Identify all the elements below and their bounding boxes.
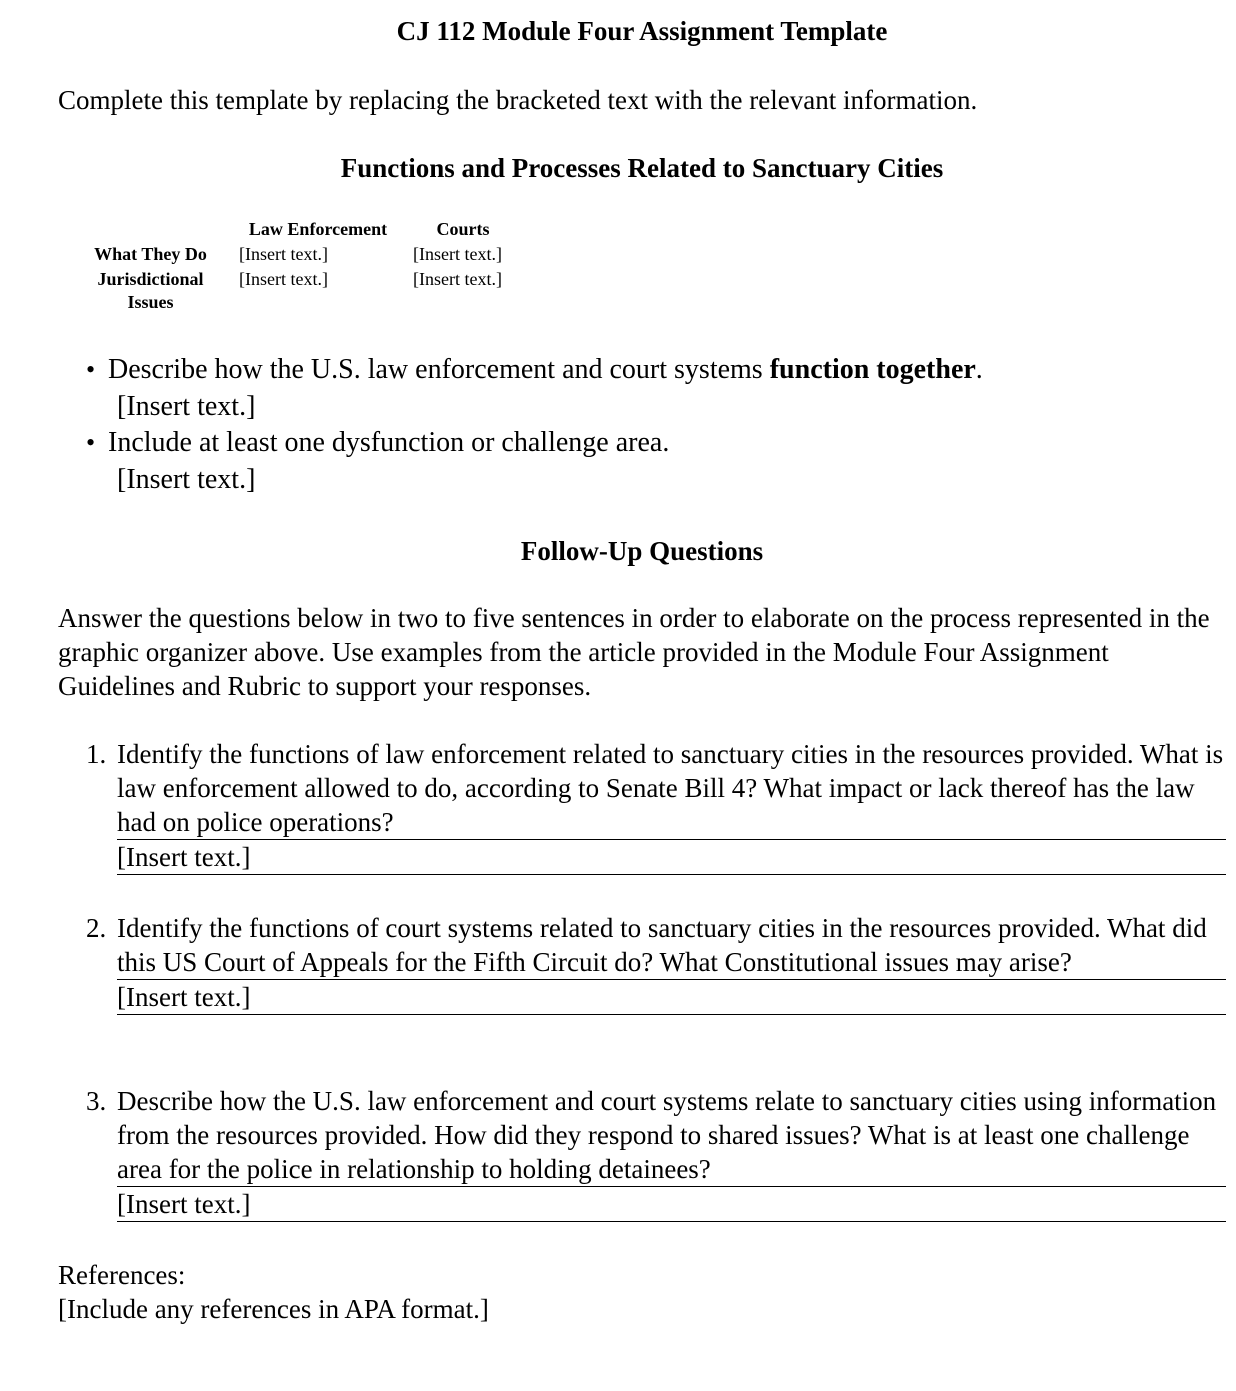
bullet-text [108, 354, 983, 385]
cell-law-enforcement-what-they-do[interactable]: [Insert text.] [239, 244, 328, 264]
question-number: 2. [86, 913, 107, 943]
prompt-bullet-list [86, 352, 1206, 498]
list-item [86, 425, 1206, 498]
table-row-what-they-do [70, 242, 521, 267]
table-corner-cell [70, 217, 231, 242]
question-2 [86, 911, 1226, 1015]
question-text: Identify the functions of law enforcement related to sanctuary cities in the resources provided. What is law enforcement allowed to do, according to Senate Bill 4? What impact or lack thereof has the law had on police operations? [117, 739, 1224, 837]
bullet-answer-placeholder[interactable]: [Insert text.] [117, 391, 256, 422]
followup-heading: Follow-Up Questions [520, 536, 764, 566]
cell-law-enforcement-jurisdictional-issues[interactable]: [Insert text.] [239, 269, 328, 289]
question-1 [86, 737, 1226, 875]
cell-courts-jurisdictional-issues[interactable]: [Insert text.] [413, 269, 502, 289]
answer-field[interactable]: [Insert text.] [117, 979, 1226, 1015]
bullet-icon: • [86, 355, 96, 384]
cell-courts-what-they-do[interactable]: [Insert text.] [413, 244, 502, 264]
answer-field[interactable]: [Insert text.] [117, 839, 1226, 875]
bullet-text-bold: function together [769, 354, 976, 385]
bullet-answer-placeholder[interactable]: [Insert text.] [117, 464, 256, 495]
references-label: References: [58, 1260, 186, 1290]
question-number: 3. [86, 1086, 107, 1116]
bullet-icon: • [86, 428, 96, 457]
bullet-text: Include at least one dysfunction or challenge area. [108, 427, 670, 458]
followup-instructions: Answer the questions below in two to five sentences in order to elaborate on the process represented in the graphic organizer above. Use examples from the article provided in the Module Four Assignment Guidelines and Rubric to support your responses. [58, 603, 1210, 701]
functions-heading: Functions and Processes Related to Sanctuary Cities [340, 153, 944, 183]
question-3 [86, 1084, 1226, 1222]
table-header-row [70, 217, 521, 242]
bullet-text-end: . [975, 354, 983, 385]
column-header-courts: Courts [436, 219, 490, 239]
column-header-law-enforcement: Law Enforcement [248, 219, 388, 239]
references-placeholder[interactable]: [Include any references in APA format.] [58, 1294, 489, 1324]
answer-field[interactable]: [Insert text.] [117, 1186, 1226, 1222]
question-text: Describe how the U.S. law enforcement and court systems relate to sanctuary cities using information from the resources provided. How did they respond to shared issues? What is at least one challenge area for the police in relationship to holding detainees? [117, 1086, 1217, 1184]
template-instructions: Complete this template by replacing the bracketed text with the relevant information. [58, 85, 978, 115]
question-number: 1. [86, 739, 107, 769]
document-title: CJ 112 Module Four Assignment Template [396, 16, 888, 46]
references-section [58, 1258, 489, 1326]
list-item [86, 352, 1206, 425]
question-text: Identify the functions of court systems related to sanctuary cities in the resources provided. What did this US Court of Appeals for the Fifth Circuit do? What Constitutional issues may arise? [117, 913, 1207, 977]
table-row-jurisdictional-issues [70, 267, 521, 315]
bullet-text-regular: Describe how the U.S. law enforcement and court systems [108, 354, 770, 385]
row-header-jurisdictional-issues: Jurisdictional Issues [97, 269, 204, 312]
graphic-organizer-table [70, 217, 521, 315]
row-header-what-they-do: What They Do [94, 244, 207, 264]
